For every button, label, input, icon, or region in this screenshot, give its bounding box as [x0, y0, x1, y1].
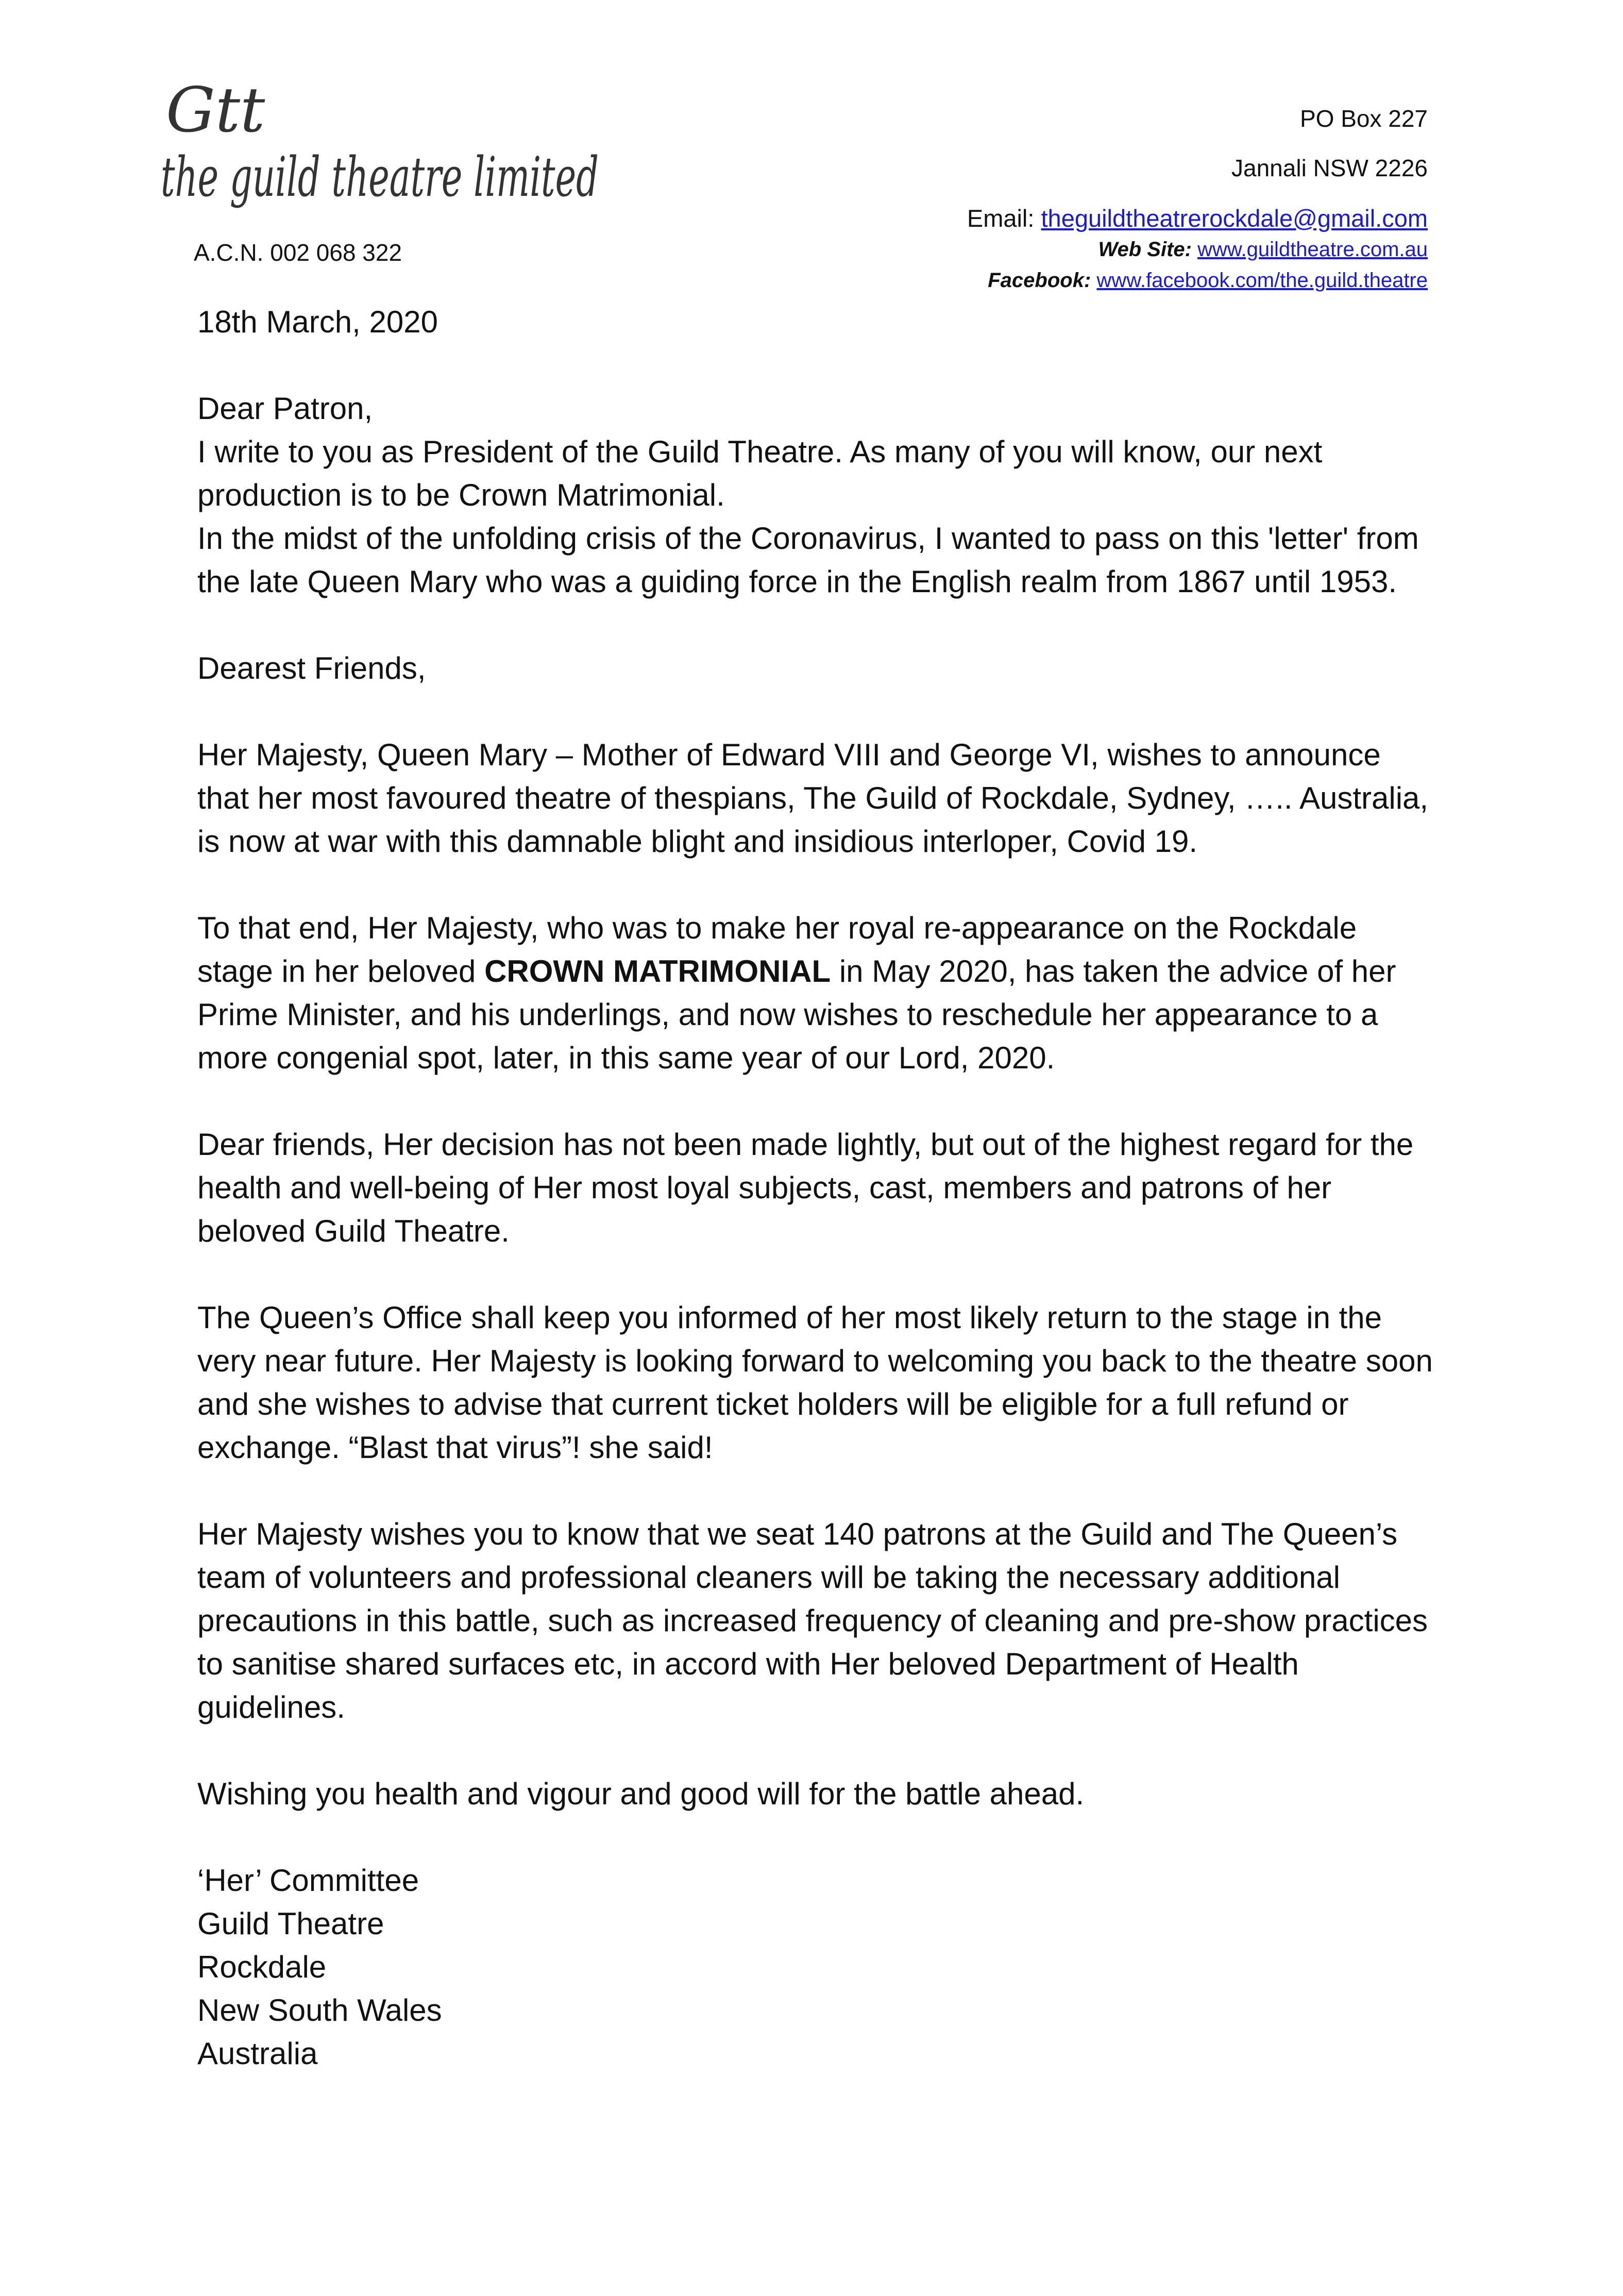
po-box: PO Box 227 — [1299, 105, 1428, 132]
signature-line: Rockdale — [197, 1950, 327, 1984]
signature-line: Guild Theatre — [197, 1906, 384, 1941]
paragraph-2-end: in May 2020, has taken the advice of her Prime Minister, and his underlings, and now wishes to reschedule her appearance to a more congenial spot, later, in this same year of our Lord, 2020. — [197, 954, 1396, 1075]
email-line — [967, 203, 1428, 234]
facebook-label: Facebook: — [988, 269, 1091, 292]
paragraph-1: Her Majesty, Queen Mary – Mother of Edward VIII and George VI, wishes to announce that her most favoured theatre of thespians, The Guild of Rockdale, Sydney, ….. Australia, is now at war with this damnable blight and insidious interloper, Covid 19. — [197, 738, 1429, 859]
email-link[interactable]: theguildtheatrerockdale@gmail.com — [1041, 205, 1428, 232]
letter-date: 18th March, 2020 — [197, 305, 438, 339]
intro-paragraph-1: I write to you as President of the Guild Theatre. As many of you will know, our next production is to be Crown Matrimonial. — [197, 434, 1323, 512]
salutation-2: Dearest Friends, — [197, 651, 426, 685]
paragraph-2-start: To that end, Her Majesty, who was to make her royal re-appearance on the Rockdale stage in her beloved — [197, 911, 1357, 988]
guild-theatre-logo — [161, 77, 614, 232]
facebook-line — [967, 265, 1428, 296]
email-label: Email: — [967, 205, 1035, 232]
website-link[interactable]: www.guildtheatre.com.au — [1197, 238, 1428, 261]
facebook-link[interactable]: www.facebook.com/the.guild.theatre — [1096, 269, 1428, 292]
website-line — [967, 234, 1428, 265]
intro-paragraph-2: In the midst of the unfolding crisis of the Coronavirus, I wanted to pass on this 'letter' from the late Queen Mary who was a guiding force in the English realm from 1867 until 1953. — [197, 521, 1419, 599]
closing-line: Wishing you health and vigour and good will for the battle ahead. — [197, 1777, 1085, 1811]
paragraph-3: Dear friends, Her decision has not been made lightly, but out of the highest regard for the health and well-being of Her most loyal subjects, cast, members and patrons of her beloved Guild Theatre. — [197, 1127, 1414, 1248]
signature-line: New South Wales — [197, 1993, 442, 2027]
contact-block — [967, 104, 1428, 296]
production-title: CROWN MATRIMONIAL — [484, 954, 831, 988]
signature-block — [197, 1859, 1434, 2075]
signature-line: ‘Her’ Committee — [197, 1863, 419, 1898]
signature-line: Australia — [197, 2036, 318, 2071]
letter-body — [197, 300, 1434, 2075]
logo-monogram: Gtt — [166, 75, 265, 146]
paragraph-4: The Queen’s Office shall keep you informed of her most likely return to the stage in the very near future. Her Majesty is looking forward to welcoming you back to the theatre soon and she wishes to advise that current ticket holders will be eligible for a full refund or exchange. “Blast that virus”! she said! — [197, 1300, 1433, 1465]
logo-name: the guild theatre limited — [161, 145, 599, 209]
acn-number: A.C.N. 002 068 322 — [194, 239, 402, 266]
website-label: Web Site: — [1098, 238, 1192, 261]
paragraph-5: Her Majesty wishes you to know that we seat 140 patrons at the Guild and The Queen’s team of volunteers and professional cleaners will be taking the necessary additional precautions in this battle, such as increased frequency of cleaning and pre-show practices to sanitise shared surfaces etc, in accord with Her beloved Department of Health guidelines. — [197, 1517, 1428, 1724]
paragraph-2 — [197, 907, 1434, 1080]
salutation: Dear Patron, — [197, 391, 373, 426]
suburb-address: Jannali NSW 2226 — [1231, 155, 1428, 181]
